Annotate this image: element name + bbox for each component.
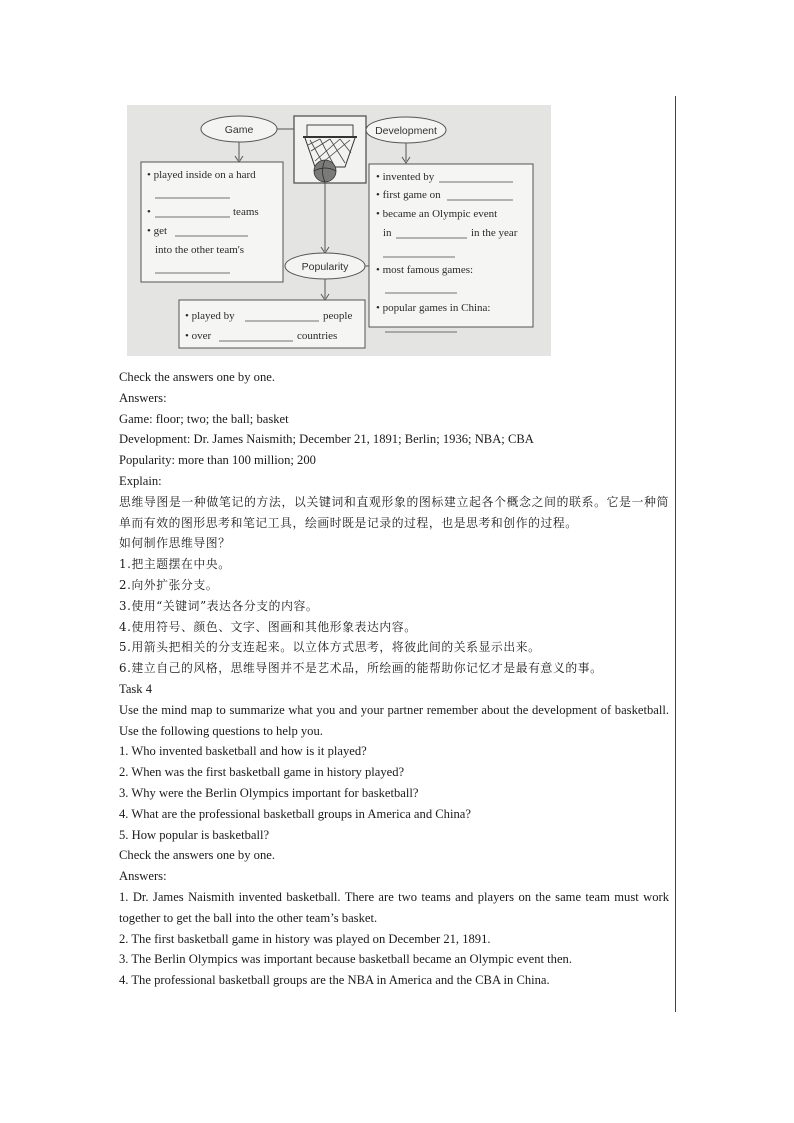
question-5: 5. How popular is basketball?	[119, 827, 270, 842]
question-3: 3. Why were the Berlin Olympics important for basketball?	[119, 785, 419, 800]
pop-line-2a: • over	[185, 330, 212, 342]
answer-1: 1. Dr. James Naismith invented basketball. There are two teams and players on the same team must work together to get the ball into the other team’s basket.	[119, 889, 669, 925]
game-line-4: • get	[147, 225, 168, 237]
answer-4: 4. The professional basketball groups are the NBA in America and the CBA in China.	[119, 973, 550, 988]
how-to-heading: 如何制作思维导图？	[119, 536, 231, 551]
mind-map-photo	[127, 105, 551, 356]
node-development-label: Development	[375, 125, 437, 137]
dev-line-1: • invented by	[376, 171, 435, 183]
dev-line-2: • first game on	[376, 189, 441, 201]
answers-heading-2: Answers:	[119, 869, 167, 884]
mind-map-diagram	[127, 105, 551, 356]
answer-2: 2. The first basketball game in history was played on December 21, 1891.	[119, 931, 491, 946]
step-2: 2.向外扩张分支。	[119, 577, 219, 592]
answer-development: Development: Dr. James Naismith; December 21, 1891; Berlin; 1936; NBA; CBA	[119, 432, 534, 447]
svg-text:•: •	[147, 206, 151, 218]
step-1: 1.把主题摆在中央。	[119, 557, 231, 572]
dev-line-6: • popular games in China:	[376, 302, 491, 314]
dev-line-5: • most famous games:	[376, 264, 474, 276]
table-border-right	[675, 96, 676, 1012]
game-line-3: teams	[233, 206, 259, 218]
mind-map-explanation: 思维导图是一种做笔记的方法，以关键词和直观形象的图标建立起各个概念之间的联系。它是一种简单而有效的图形思考和笔记工具，绘画时既是记录的过程，也是思考和创作的过程。	[119, 494, 669, 530]
step-3: 3.使用“关键词”表达各分支的内容。	[119, 598, 319, 613]
pop-line-1b: people	[323, 310, 353, 322]
node-popularity-label: Popularity	[301, 261, 349, 273]
task-4-heading: Task 4	[119, 681, 153, 696]
game-line-5: into the other team's	[155, 244, 245, 256]
task-4-intro: Use the mind map to summarize what you and your partner remember about the development of basketball. Use the following questions to help you.	[119, 702, 669, 738]
answer-3: 3. The Berlin Olympics was important because basketball became an Olympic event then.	[119, 952, 573, 967]
question-1: 1. Who invented basketball and how is it played?	[119, 744, 367, 759]
step-4: 4.使用符号、颜色、文字、图画和其他形象表达内容。	[119, 619, 417, 634]
step-5: 5.用箭头把相关的分支连起来。以立体方式思考，将彼此间的关系显示出来。	[119, 640, 541, 655]
answer-popularity: Popularity: more than 100 million; 200	[119, 453, 316, 468]
game-line-1: • played inside on a hard	[147, 169, 256, 181]
node-game-label: Game	[224, 124, 254, 136]
dev-line-4b: in the year	[471, 227, 518, 239]
basketball-hoop-icon	[294, 116, 366, 183]
step-6: 6.建立自己的风格，思维导图并不是艺术品，所绘画的能帮助你记忆才是最有意义的事。	[119, 661, 603, 676]
question-2: 2. When was the first basketball game in history played?	[119, 765, 405, 780]
pop-line-2b: countries	[297, 330, 338, 342]
check-answers-1: Check the answers one by one.	[119, 370, 275, 384]
dev-line-3: • became an Olympic event	[376, 208, 498, 220]
pop-line-1a: • played by	[185, 310, 235, 322]
check-answers-2: Check the answers one by one.	[119, 848, 275, 863]
dev-line-4a: in	[383, 227, 392, 239]
answers-heading-1: Answers:	[119, 390, 167, 405]
explain-heading: Explain:	[119, 473, 162, 488]
answer-game: Game: floor; two; the ball; basket	[119, 411, 289, 426]
question-4: 4. What are the professional basketball groups in America and China?	[119, 806, 471, 821]
document-body	[119, 367, 669, 991]
